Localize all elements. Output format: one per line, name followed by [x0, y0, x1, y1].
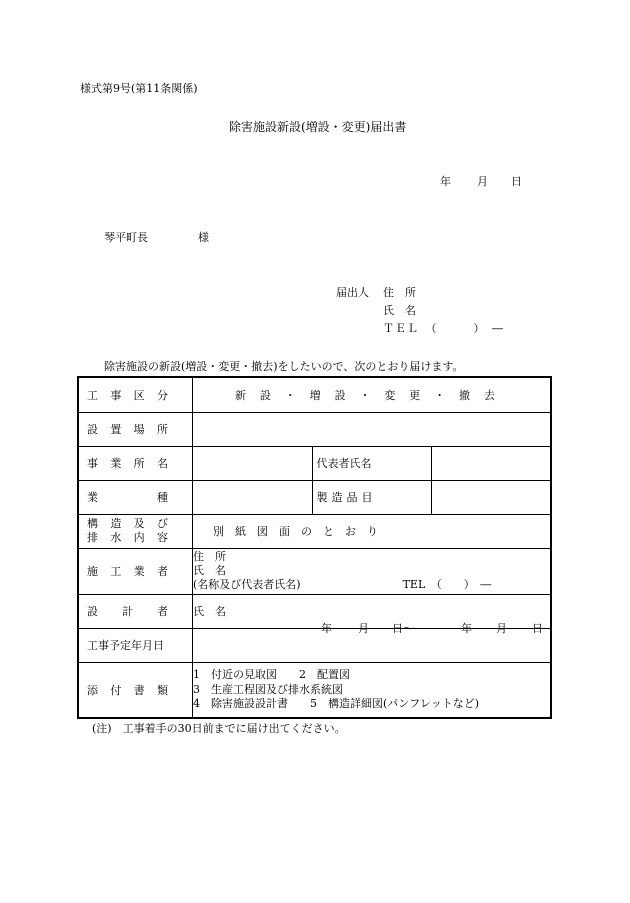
option-char: 更 [409, 388, 421, 402]
option-char: 去 [483, 388, 495, 402]
attachment-item: 3 生産工程図及び排水系統図 [193, 682, 343, 696]
label-products: 製造品目 [316, 491, 373, 504]
contractor-address-label: 住 所 [193, 550, 226, 564]
row-installation-site [78, 412, 551, 446]
form-number: 様式第9号(第11条関係) [80, 82, 198, 95]
products-field[interactable] [432, 480, 552, 514]
notifier-name-label: 氏 名 [383, 304, 416, 317]
label-installation-site: 設置場所 [87, 423, 168, 436]
addressee-name: 琴平町長 [104, 231, 148, 244]
option-char: 撤 [459, 388, 471, 402]
label-schedule: 工事予定年月日 [87, 639, 164, 652]
option-char: ・ [284, 388, 296, 402]
label-representative-name: 代表者氏名 [316, 457, 372, 470]
attachment-item: 1 付近の見取図 2 配置図 [193, 668, 350, 682]
row-attachments [78, 662, 551, 718]
notifier-tel-label: ＴＥＬ （ ） ― [383, 322, 504, 335]
row-work-category [78, 377, 551, 412]
footnote: (注) 工事着手の30日前までに届け出てください。 [92, 722, 346, 735]
label-work-category: 工事区分 [87, 388, 168, 402]
label-contractor: 施工業者 [87, 565, 168, 578]
structure-value: 別 紙 図 面 の と お り [213, 525, 378, 538]
date-year: 年 [440, 175, 451, 188]
representative-name-field[interactable] [432, 446, 552, 480]
work-category-options [193, 387, 550, 403]
label-business-name: 事業所名 [87, 457, 168, 470]
label-industry: 業種 [87, 491, 168, 504]
label-designer: 設計者 [87, 605, 168, 618]
option-char: ・ [434, 388, 446, 402]
option-char: 設 [334, 388, 346, 402]
option-char: 増 [309, 388, 321, 402]
row-structure-drainage [78, 514, 551, 548]
date-month: 月 [477, 175, 488, 188]
designer-name-label: 氏 名 [193, 605, 226, 618]
row-designer [78, 594, 551, 628]
notifier-address-label: 住 所 [383, 286, 416, 299]
schedule-start-year: 年 [321, 621, 332, 635]
label-attachments: 添付書類 [87, 683, 168, 697]
schedule-end-year: 年 [461, 621, 472, 635]
date-day: 日 [511, 175, 522, 188]
contractor-name-note: (名称及び代表者氏名) [193, 577, 301, 591]
attachment-item: 4 除害施設設計書 5 構造詳細図(パンフレットなど) [193, 696, 480, 710]
option-char: 変 [384, 388, 396, 402]
intro-text: 除害施設の新設(増設・変更・撤去)をしたいので、次のとおり届けます。 [104, 360, 464, 373]
label-drainage: 排水内容 [87, 531, 168, 544]
business-name-field[interactable] [193, 446, 313, 480]
contractor-tel-label: TEL （ ） ― [402, 577, 492, 591]
schedule-end-day: 日 [532, 621, 543, 635]
contractor-name-label: 氏 名 [193, 564, 226, 578]
label-structure: 構造及び [87, 517, 168, 531]
notifier-label: 届出人 [336, 286, 369, 299]
row-industry [78, 480, 551, 514]
schedule-start-day: 日〜 [392, 621, 414, 635]
row-schedule [78, 628, 551, 662]
document-title: 除害施設新設(増設・変更)届出書 [229, 120, 407, 134]
option-char: 新 [235, 388, 246, 402]
schedule-end-month: 月 [496, 621, 507, 635]
row-business-name [78, 446, 551, 480]
option-char: ・ [359, 388, 371, 402]
installation-site-field[interactable] [193, 412, 552, 446]
schedule-start-month: 月 [358, 621, 369, 635]
notification-form-table [77, 376, 552, 719]
row-contractor [78, 548, 551, 594]
option-char: 設 [259, 388, 271, 402]
addressee-honorific: 様 [198, 231, 209, 244]
industry-field[interactable] [193, 480, 313, 514]
